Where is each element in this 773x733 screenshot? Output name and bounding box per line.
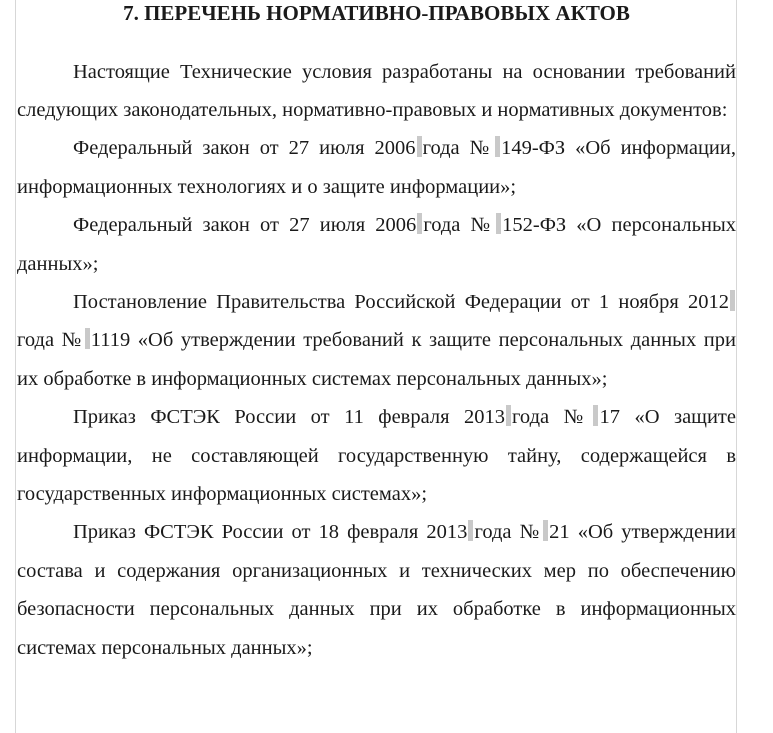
item-text-end: 21 «Об утверждении состава и содержания организационных и технических мер по обеспечению безопасности персональных данных при их обработке в информационных системах персональных данных»; [17,521,736,659]
item-text-middle: года № [512,406,593,429]
nonbreaking-space-mark [506,405,511,426]
item-text-end: 149-ФЗ «Об информации, информационных технологиях и о защите информации»; [17,137,736,198]
list-item [17,129,736,206]
item-text-start: Федеральный закон от 27 июля 2006 [73,137,416,160]
item-text-middle: года № [17,329,84,352]
nonbreaking-space-mark [496,213,501,234]
nonbreaking-space-mark [85,328,90,349]
item-text-middle: года № [422,137,495,160]
item-text-start: Федеральный закон от 27 июля 2006 [73,214,417,237]
item-text-middle: года № [423,214,496,237]
list-item [17,398,736,513]
nonbreaking-space-mark [543,520,548,541]
intro-paragraph: Настоящие Технические условия разработаны на основании требований следующих законодательных, нормативно-правовых и нормативных документов: [17,60,736,121]
nonbreaking-space-mark [468,520,473,541]
right-margin-line [736,0,737,733]
list-item [17,513,736,667]
nonbreaking-space-mark [417,136,422,157]
item-text-end: 152-ФЗ «О персональных данных»; [17,214,736,275]
left-margin-line [15,0,16,733]
list-item [17,206,736,283]
item-text-start: Приказ ФСТЭК России от 18 февраля 2013 [73,521,468,544]
list-item [17,283,736,398]
section-heading: 7. ПЕРЕЧЕНЬ НОРМАТИВНО-ПРАВОВЫХ АКТОВ [123,1,630,25]
nonbreaking-space-mark [593,405,598,426]
item-text-middle: года № [474,521,543,544]
document-body [17,0,736,667]
item-text-start: Приказ ФСТЭК России от 11 февраля 2013 [73,406,506,429]
nonbreaking-space-mark [495,136,500,157]
item-text-end: 17 «О защите информации, не составляющей государственную тайну, содержащейся в государственных информационных системах»; [17,406,736,505]
item-text-end: 1119 «Об утверждении требований к защите персональных данных при их обработке в информационных системах персональных данных»; [17,329,736,390]
nonbreaking-space-mark [730,290,735,311]
nonbreaking-space-mark [417,213,422,234]
item-text-start: Постановление Правительства Российской Федерации от 1 ноября 2012 [73,290,729,313]
